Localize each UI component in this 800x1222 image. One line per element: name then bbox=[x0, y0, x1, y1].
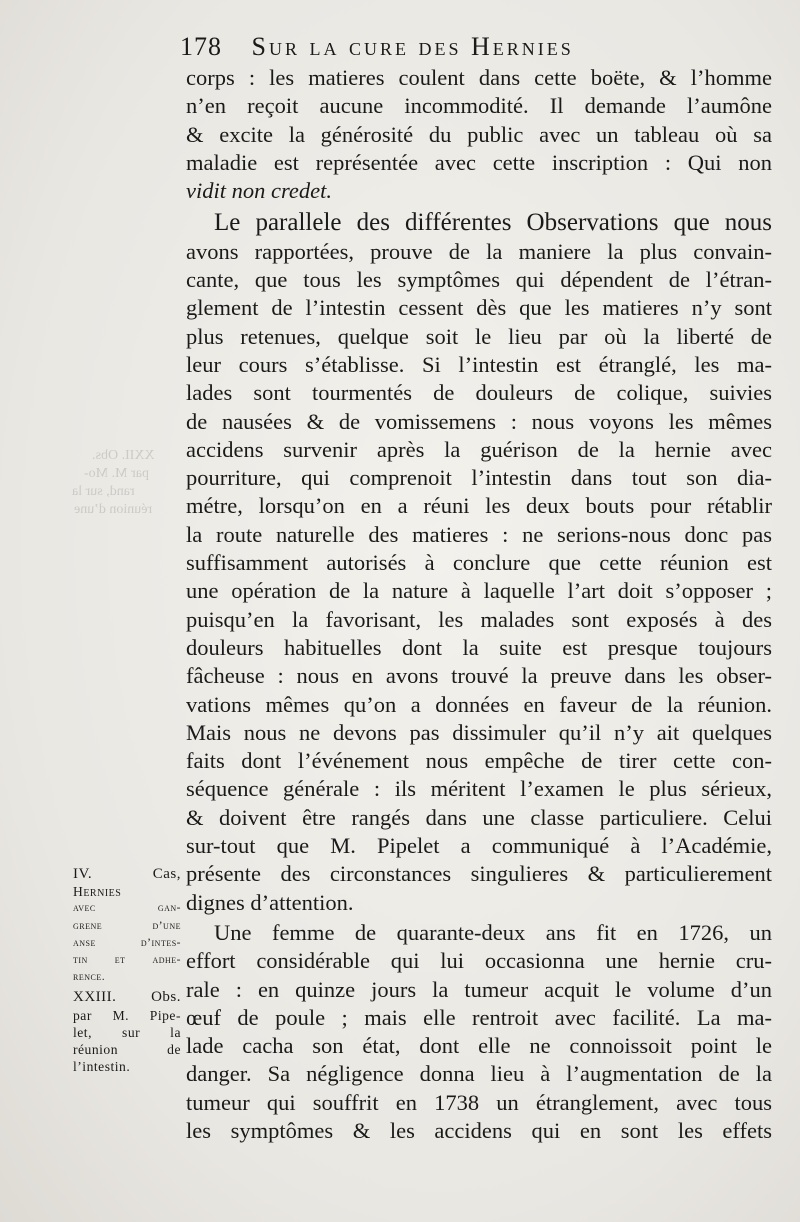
text-line: douleurs habituelles dont la suite est presque toujours bbox=[186, 634, 772, 660]
text-line: faits dont l’événement nous empêche de tirer cette con- bbox=[186, 748, 772, 774]
text-line: métre, lorsqu’on en a réuni les deux bouts pour rétablir bbox=[186, 493, 772, 519]
text-line: maladie est représentée avec cette inscription : Qui non bbox=[186, 149, 772, 175]
text-line: n’en reçoit aucune incommodité. Il demande l’aumône bbox=[186, 93, 772, 119]
margin-note-line: anse d’intes- bbox=[73, 936, 181, 949]
running-title: Sur la cure des Hernies bbox=[251, 32, 574, 61]
text-line: plus retenues, quelque soit le lieu par où la liberté de bbox=[186, 323, 772, 349]
text-line: de nausées & de vomissemens : nous voyons les mêmes bbox=[186, 408, 772, 434]
text-line: rale : en quinze jours la tumeur acquit le volume d’un bbox=[186, 976, 772, 1002]
text-line: danger. Sa négligence donna lieu à l’augmentation de la bbox=[186, 1061, 772, 1087]
text-line: dignes d’attention. bbox=[186, 889, 354, 915]
page-number: 178 bbox=[180, 32, 222, 61]
margin-note-line: rence. bbox=[73, 971, 106, 984]
text-line: corps : les matieres coulent dans cette boëte, & l’homme bbox=[186, 65, 772, 90]
text-line: séquence générale : ils méritent l’examen le plus sérieux, bbox=[186, 776, 772, 802]
text-line: lade cacha son état, dont elle ne connoissoit point le bbox=[186, 1033, 772, 1059]
text-line: cante, que tous les symptômes qui dépendent de l’étran- bbox=[186, 267, 772, 293]
bleed-through-note: rand, sur la bbox=[72, 484, 135, 499]
bleed-through-note: réunion d’une bbox=[74, 502, 153, 517]
text-line: & excite la générosité du public avec un tableau où sa bbox=[186, 121, 772, 147]
margin-note bbox=[73, 866, 181, 1075]
text-line: Mais nous ne devons pas dissimuler qu’il n’y ait quelques bbox=[186, 719, 772, 745]
margin-note-line: avec gan- bbox=[73, 902, 181, 915]
text-line: effort considérable qui lui occasionna une hernie cru- bbox=[186, 948, 772, 974]
running-header bbox=[180, 32, 770, 62]
main-text bbox=[186, 64, 772, 1145]
text-line: lades sont tourmentés de douleurs de colique, suivies bbox=[186, 380, 772, 406]
bleed-through-note: par M. Mo- bbox=[84, 466, 149, 481]
text-line: vidit non credet. bbox=[186, 178, 332, 204]
text-line: tumeur qui souffrit en 1738 un étranglement, avec tous bbox=[186, 1089, 772, 1115]
margin-note-line: IV. Cas, bbox=[73, 866, 181, 882]
margin-note-line: grene d’une bbox=[73, 919, 181, 932]
text-line: suffisamment autorisés à conclure que cette réunion est bbox=[186, 550, 772, 576]
margin-note-line: l’intestin. bbox=[73, 1059, 131, 1075]
margin-note-line: let, sur la bbox=[73, 1024, 181, 1040]
text-line: une opération de la nature à laquelle l’art doit s’opposer ; bbox=[186, 578, 772, 604]
text-line: & doivent être rangés dans une classe particuliere. Celui bbox=[186, 804, 772, 830]
margin-note-line: tin et adhe- bbox=[73, 953, 181, 966]
text-line: accidens survenir après la guérison de la hernie avec bbox=[186, 436, 772, 462]
text-line: la route naturelle des matieres : ne serions-nous donc pas bbox=[186, 521, 772, 547]
text-line: puisqu’en la favorisant, les malades sont exposés à des bbox=[186, 606, 772, 632]
text-line: œuf de poule ; mais elle rentroit avec facilité. La ma- bbox=[186, 1004, 772, 1030]
text-line: fâcheuse : nous en avons trouvé la preuve dans les obser- bbox=[186, 663, 772, 689]
margin-note-line: Hernies bbox=[73, 884, 122, 900]
text-line: présente des circonstances singulieres & particulierement bbox=[186, 861, 772, 887]
margin-note-line: réunion de bbox=[73, 1041, 181, 1057]
text-line: avons rapportées, prouve de la maniere la plus convain- bbox=[186, 238, 772, 264]
text-line: glement de l’intestin cessent dès que les matieres n’y sont bbox=[186, 295, 772, 321]
margin-note-line: XXIII. Obs. bbox=[73, 989, 181, 1006]
paragraph-start: Une femme de quarante-deux ans fit en 1726, un bbox=[214, 919, 772, 945]
paragraph-start: Le parallele des différentes Observations que nous bbox=[214, 209, 772, 237]
text-line: les symptômes & les accidens qui en sont les effets bbox=[186, 1117, 772, 1143]
text-line: sur-tout que M. Pipelet a communiqué à l’Académie, bbox=[186, 833, 772, 859]
text-line: vations mêmes qu’on a données en faveur de la réunion. bbox=[186, 691, 772, 717]
bleed-through-note: XXII. Obs. bbox=[92, 448, 155, 463]
margin-note-line: par M. Pipe- bbox=[73, 1007, 181, 1023]
text-line: leur cours s’établisse. Si l’intestin est étranglé, les ma- bbox=[186, 351, 772, 377]
text-line: pourriture, qui comprenoit l’intestin dans tout son dia- bbox=[186, 465, 772, 491]
